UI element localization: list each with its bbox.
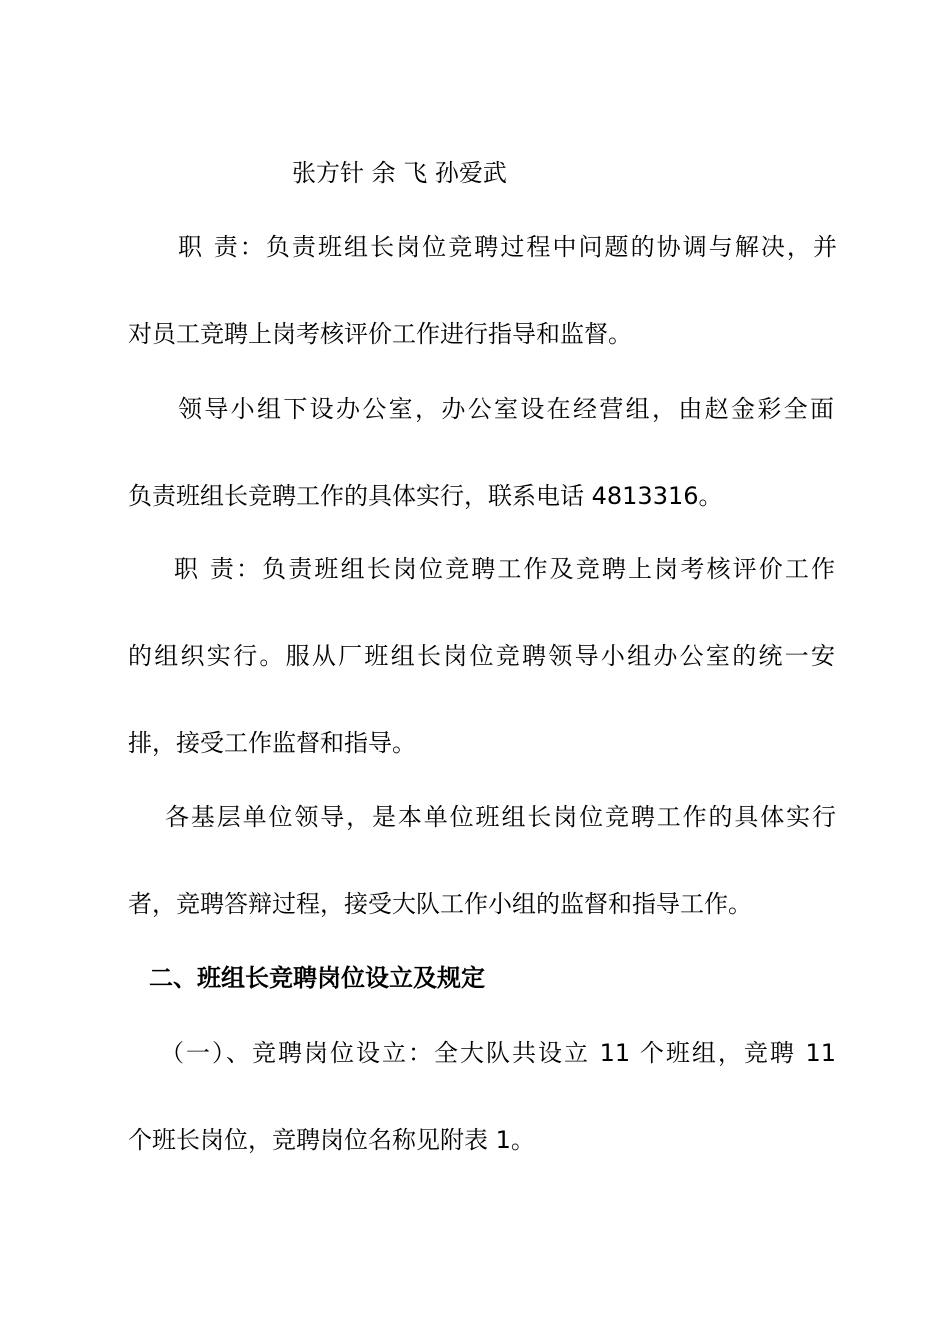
duty-paragraph-2-line-1: 职 责：负责班组长岗位竞聘工作及竞聘上岗考核评价工作 bbox=[174, 555, 835, 583]
duty-paragraph-1-line-1: 职 责：负责班组长岗位竞聘过程中问题的协调与解决，并 bbox=[178, 233, 837, 261]
duty-paragraph-1-line-2: 对员工竞聘上岗考核评价工作进行指导和监督。 bbox=[128, 320, 632, 348]
item-1-line-2: 个班长岗位，竞聘岗位名称见附表 1。 bbox=[128, 1126, 535, 1154]
section-heading-2: 二、班组长竞聘岗位设立及规定 bbox=[149, 964, 485, 992]
office-paragraph-line-2: 负责班组长竞聘工作的具体实行，联系电话 4813316。 bbox=[128, 482, 723, 510]
item-1-line-1: （一）、竞聘岗位设立：全大队共设立 11 个班组，竞聘 11 bbox=[160, 1039, 836, 1067]
units-paragraph-line-2: 者，竞聘答辩过程，接受大队工作小组的监督和指导工作。 bbox=[128, 890, 752, 918]
duty-paragraph-2-line-2: 的组织实行。服从厂班组长岗位竞聘领导小组办公室的统一安 bbox=[128, 642, 835, 670]
units-paragraph-line-1: 各基层单位领导，是本单位班组长岗位竞聘工作的具体实行 bbox=[165, 803, 836, 831]
member-names: 张方针 余 飞 孙爱武 bbox=[292, 159, 507, 187]
office-paragraph-line-1: 领导小组下设办公室，办公室设在经营组，由赵金彩全面 bbox=[178, 395, 834, 423]
duty-paragraph-2-line-3: 排，接受工作监督和指导。 bbox=[128, 729, 416, 757]
